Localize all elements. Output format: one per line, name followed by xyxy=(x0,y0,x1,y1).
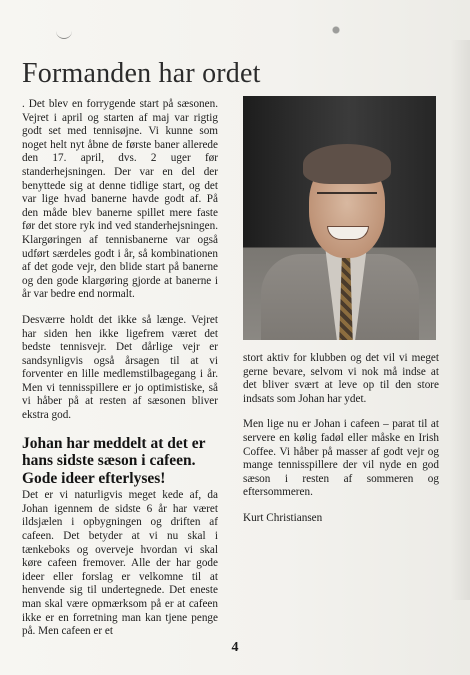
photo-glasses xyxy=(317,192,377,208)
paragraph: Desværre holdt det ikke så længe. Vejret har siden hen ikke ligefrem været det bedste tennisvejr. Det dårlige vejr er sandsynligvis også årsagen til at vi forventer en lille medlemstilbagegang i år. Men vi tennisspillere er jo optimistiske, så vi håber på at resten af sæsonen bliver ekstra god. xyxy=(22,313,218,422)
left-column xyxy=(22,98,218,651)
binder-hole-mark xyxy=(330,26,342,36)
photo-hair xyxy=(303,144,391,184)
page-title: Formanden har ordet xyxy=(22,58,261,89)
paragraph: Det er vi naturligvis meget kede af, da Johan igennem de sidste 6 år har været ildsjælen i opbygningen og driften af cafeen. Det betyder at vi nu skal i tænkeboks og overveje hvordan vi skal køre cafeen fremover. Alle der har gode ideer eller forslag er velkomne til at henvende sig til undertegnede. Det eneste man skal være opmærksom på er at cafeen ikke er en forretning man kan tjene penge på. Men cafeen er et xyxy=(22,489,218,638)
page-shadow xyxy=(450,40,470,600)
paragraph: . Det blev en forrygende start på sæsonen. Vejret i april og starten af maj var rigtig godt set med tennisøjne. Vi kunne som noget helt nyt åbne de første baner allerede den 17. april, dvs. 2 uger før standerhejsningen. Der var en del der benyttede sig at denne tidlige start, og det var lige hvad banerne havde godt af. På den måde blev banerne spillet mere faste før det store ryk ind ved standerhejsningen. Klargøringen af tennisbanerne var også udført særdeles godt i år, så kombinationen af det gode vejr, den blide start på banerne og den gode klargøring gjorde at banerne i år var bedre end normalt. xyxy=(22,98,218,301)
portrait-photo xyxy=(243,96,436,340)
paragraph: Men lige nu er Johan i cafeen – parat til at servere en kølig fadøl eller måske en Irish Coffee. Vi håber på masser af godt vejr og mange tennisspillere der vil nyde en god sæson i resten af sommeren og eftersommeren. xyxy=(243,418,439,499)
right-column xyxy=(243,352,439,526)
paragraph: stort aktiv for klubben og det vil vi meget gerne bevare, selvom vi nok må indse at det bliver svært at leve op til den store indsats som Johan har ydet. xyxy=(243,352,439,405)
author-signature: Kurt Christiansen xyxy=(243,511,323,524)
binder-hole-mark xyxy=(56,30,72,39)
page-number: 4 xyxy=(231,640,239,655)
section-heading: Johan har meddelt at det er hans sidste sæson i cafeen. Gode ideer efterlyses! xyxy=(22,434,206,487)
